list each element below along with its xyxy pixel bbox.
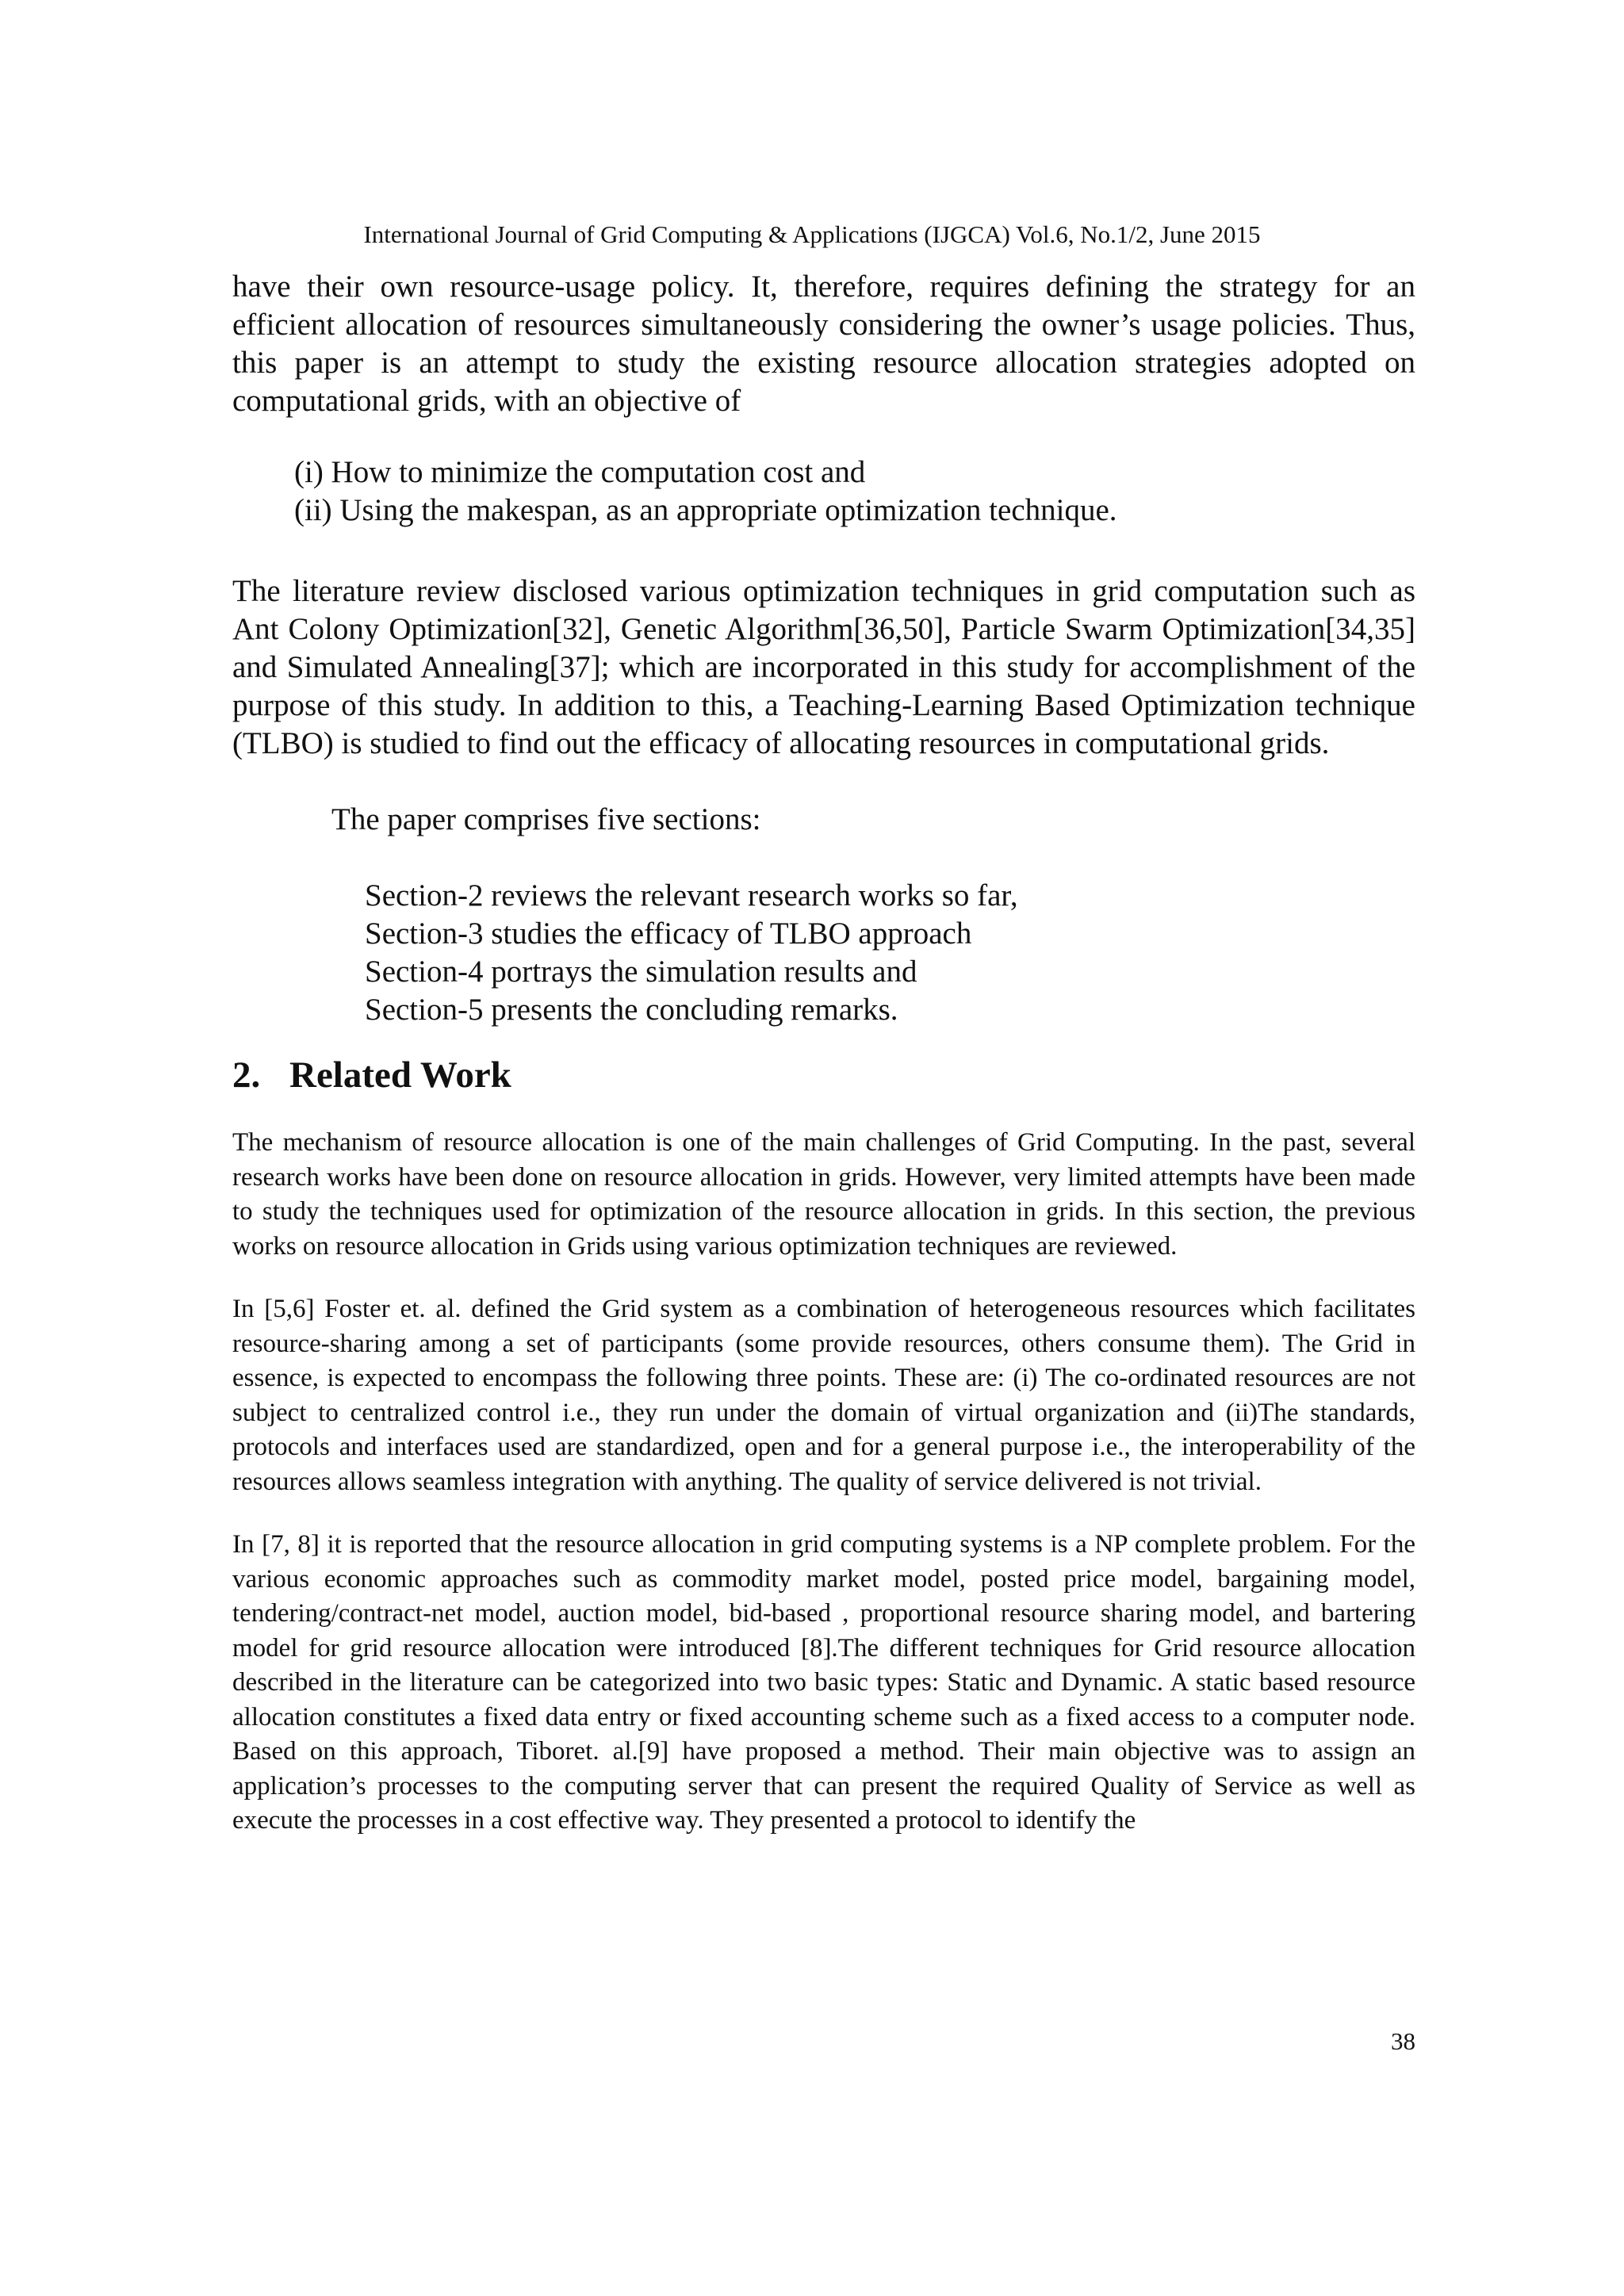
intro-paragraph: have their own resource-usage policy. It, therefore, requires defining the strategy for an efficient allocation of resources simultaneously considering the owner’s usage policies. Thus, this paper is an attempt to study the existing resource allocation strategies adopted on computational grids, with an objective of — [232, 270, 1415, 418]
objective-item: (i) How to minimize the computation cost and — [294, 455, 866, 489]
section-item: Section-4 portrays the simulation results and — [365, 955, 917, 989]
page-number: 38 — [1391, 2027, 1415, 2055]
body-paragraph: In [7, 8] it is reported that the resource allocation in grid computing systems is a NP complete problem. For the various economic approaches such as commodity market model, posted price model, bargaining model, tendering/contract-net model, auction model, bid-based , proportional resource sharing model, and bartering model for grid resource allocation were introduced [8].The different techniques for Grid resource allocation described in the literature can be categorized into two basic types: Static and Dynamic. A static based resource allocation constitutes a fixed data entry or fixed accounting scheme such as a fixed access to a computer node. Based on this approach, Tiboret. al.[9] have proposed a method. Their main objective was to assign an application’s processes to the computing server that can present the required Quality of Service as well as execute the processes in a cost effective way. They presented a protocol to identify the — [232, 1530, 1415, 1835]
objectives-list — [294, 453, 1415, 530]
body-paragraph: The mechanism of resource allocation is one of the main challenges of Grid Computing. In the past, several research works have been done on resource allocation in grids. However, very limited attempts have been made to study the techniques used for optimization of the resource allocation in grids. In this section, the previous works on resource allocation in Grids using various optimization techniques are reviewed. — [232, 1128, 1415, 1261]
main-text — [232, 268, 1415, 1839]
section-number: 2. — [232, 1054, 261, 1096]
objective-item: (ii) Using the makespan, as an appropriate optimization technique. — [294, 493, 1117, 527]
literature-paragraph: The literature review disclosed various optimization techniques in grid computation such as Ant Colony Optimization[32], Genetic Algorithm[36,50], Particle Swarm Optimization[34,35] and Simulated Annealing[37]; which are incorporated in this study for accomplishment of the purpose of this study. In addition to this, a Teaching-Learning Based Optimization technique (TLBO) is studied to find out the efficacy of allocating resources in computational grids. — [232, 574, 1415, 760]
body-paragraph: In [5,6] Foster et. al. defined the Grid system as a combination of heterogeneous resources which facilitates resource-sharing among a set of participants (some provide resources, others consume them). The Grid in essence, is expected to encompass the following three points. These are: (i) The co-ordinated resources are not subject to centralized control i.e., they run under the domain of virtual organization and (ii)The standards, protocols and interfaces used are standardized, open and for a general purpose i.e., the interoperability of the resources allows seamless integration with anything. The quality of service delivered is not trivial. — [232, 1295, 1415, 1496]
section-heading — [232, 1051, 1415, 1099]
section-item: Section-2 reviews the relevant research works so far, — [365, 878, 1018, 913]
section-title: Related Work — [289, 1054, 511, 1096]
comprises-line: The paper comprises five sections: — [331, 802, 761, 836]
sections-list — [365, 877, 1415, 1029]
section-item: Section-5 presents the concluding remarks. — [365, 993, 898, 1027]
section-item: Section-3 studies the efficacy of TLBO approach — [365, 916, 972, 951]
running-header: International Journal of Grid Computing & Applications (IJGCA) Vol.6, No.1/2, June 2015 — [363, 220, 1261, 248]
